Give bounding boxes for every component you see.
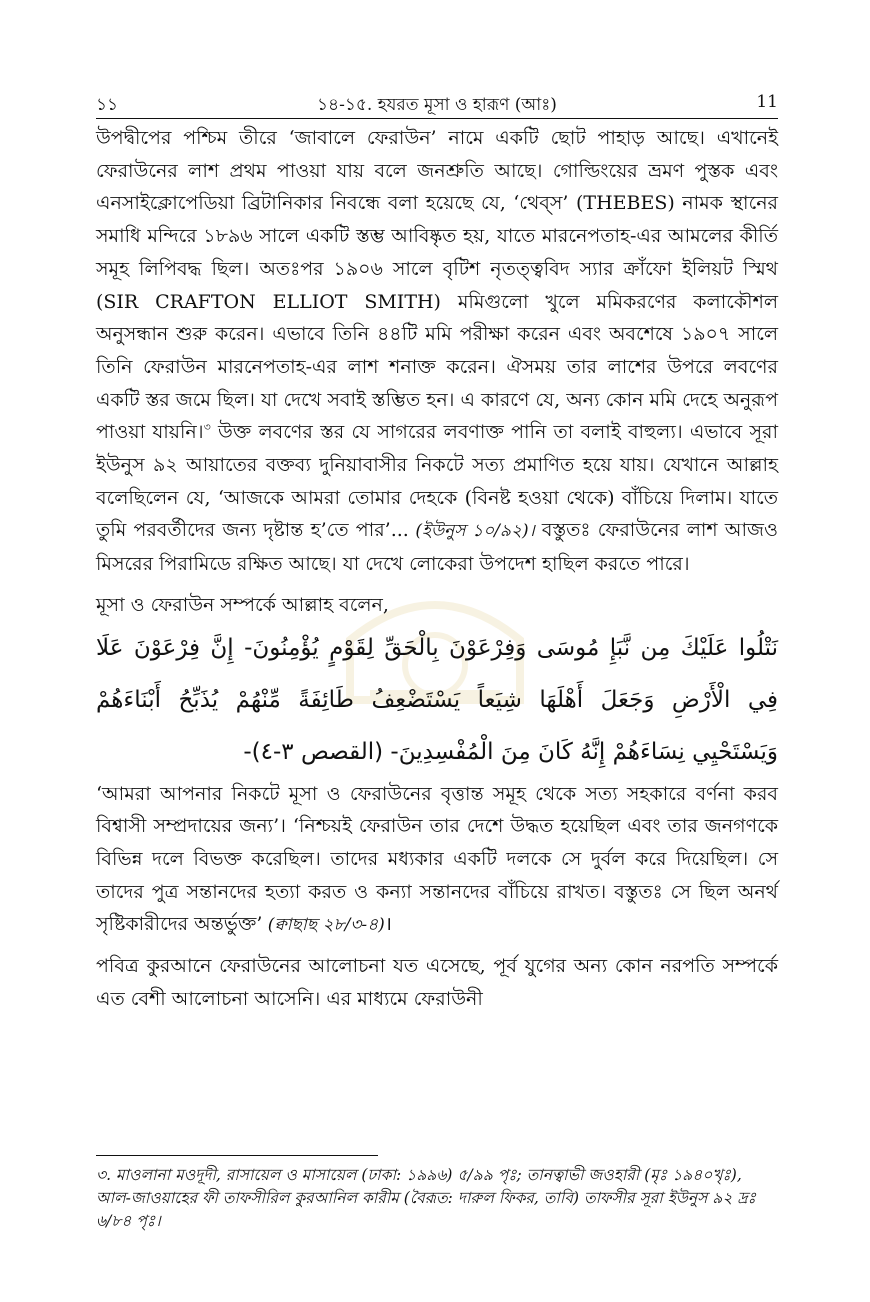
page-number-bengali: ১১ [96,95,119,115]
page-number: 11 [756,92,778,112]
page-header [96,88,778,116]
footnote: ৩. মাওলানা মওদূদী, রাসায়েল ও মাসায়েল (ঢাকা: ১৯৯৬) ৫/৯৯ পৃঃ; তানত্বাভী জওহারী (মৃঃ ১৯৪০খৃঃ), আল-জাওয়াহের ফী তাফসীরিল কুরআনিল কারীম (বৈরূত: দারুল ফিকর, তাবি) তাফসীর সূরা ইউনুস ৯২ দ্রঃ ৬/৮৪ পৃঃ। [96,1166,756,1230]
paragraph: ‘আমরা আপনার নিকটে মূসা ও ফেরাউনের বৃত্তান্ত সমূহ থেকে সত্য সহকারে বর্ণনা করব বিশ্বাসী সম্প্রদায়ের জন্য’। ‘নিশ্চয়ই ফেরাউন তার দেশে উদ্ধত হয়েছিল এবং তার জনগণকে বিভিন্ন দলে বিভক্ত করেছিল। তাদের মধ্যকার একটি দলকে সে দুর্বল করে দিয়েছিল। সে তাদের পুত্র সন্তানদের হত্যা করত ও কন্যা সন্তানদের বাঁচিয়ে রাখত। বস্তুতঃ সে ছিল অনর্থ সৃষ্টিকারীদের অন্তর্ভুক্ত’ (ক্বাছাছ ২৮/৩-৪)। [96,782,778,936]
paragraph: পবিত্র কুরআনে ফেরাউনের আলোচনা যত এসেছে, পূর্ব যুগের অন্য কোন নরপতি সম্পর্কে এত বেশী আলোচনা আসেনি। এর মাধ্যমে ফেরাউনী [96,955,778,1010]
arabic-verse: نَتْلُوا عَلَيْكَ مِن نَّبَإِ مُوسَى وَفِرْعَوْنَ بِالْحَقِّ لِقَوْمٍ يُؤْمِنُونَ- إِنَّ فِرْعَوْنَ عَلَا فِي الْأَرْضِ وَجَعَلَ أَهْلَهَا شِيَعاً يَسْتَضْعِفُ طَائِفَةً مِّنْهُمْ يُذَبِّحُ أَبْنَاءَهُمْ وَيَسْتَحْيِي نِسَاءَهُمْ إِنَّهُ كَانَ مِنَ الْمُفْسِدِينَ- (القصص ٣-٤)- [96,634,778,765]
header-rule [96,118,778,119]
citation: (ইউনুস ১০/৯২)। [408,521,535,542]
footnote-marker: ৩ [203,421,211,434]
citation: (ক্বাছাছ ২৮/৩-৪) [262,915,385,936]
main-text [96,122,778,1015]
paragraph: উপদ্বীপের পশ্চিম তীরে ‘জাবালে ফেরাউন’ নামে একটি ছোট পাহাড় আছে। এখানেই ফেরাউনের লাশ প্রথম পাওয়া যায় বলে জনশ্রুতি আছে। গোল্ডিংয়ের ভ্রমণ পুস্তক এবং এনসাইক্লোপেডিয়া ব্রিটানিকার নিবন্ধে বলা হয়েছে যে, ‘থেব্স’ (THEBES) নামক স্থানের সমাধি মন্দিরে ১৮৯৬ সালে একটি স্তম্ভ আবিষ্কৃত হয়, যাতে মারনেপতাহ-এর আমলের কীর্তি সমূহ লিপিবদ্ধ ছিল। অতঃপর ১৯০৬ সালে বৃটিশ নৃতত্ত্ববিদ স্যার ক্রাঁফো ইলিয়ট স্মিথ (SIR CRAFTON ELLIOT SMITH) মমিগুলো খুলে মমিকরণের কলাকৌশল অনুসন্ধান শুরু করেন। এভাবে তিনি ৪৪টি মমি পরীক্ষা করেন এবং অবশেষে ১৯০৭ সালে তিনি ফেরাউন মারনেপতাহ-এর লাশ শনাক্ত করেন। ঐসময় তার লাশের উপরে লবণের একটি স্তর জমে ছিল। যা দেখে সবাই স্তম্ভিত হন। এ কারণে যে, অন্য কোন মমি দেহে অনুরূপ পাওয়া যায়নি।$^৩$ উক্ত লবণের স্তর যে সাগরের লবণাক্ত পানি তা বলাই বাহুল্য। এভাবে সূরা ইউনুস ৯২ আয়াতের বক্তব্য দুনিয়াবাসীর নিকটে সত্য প্রমাণিত হয়ে যায়। যেখানে আল্লাহ বলেছিলেন যে, ‘আজকে আমরা তোমার দেহকে (বিনষ্ট হওয়া থেকে) বাঁচিয়ে দিলাম। যাতে তুমি পরবর্তীদের জন্য দৃষ্টান্ত হ’তে পার’... (ইউনুস ১০/৯২)। বস্তুতঃ ফেরাউনের লাশ আজও মিসরের পিরামিডে রক্ষিত আছে। যা দেখে লোকেরা উপদেশ হাছিল করতে পারে। [96,127,778,576]
running-title: ১৪-১৫. হযরত মূসা ও হারূণ (আঃ) [317,95,557,115]
footnote-rule [96,1155,378,1156]
paragraph: মূসা ও ফেরাউন সম্পর্কে আল্লাহ বলেন, [96,593,389,616]
